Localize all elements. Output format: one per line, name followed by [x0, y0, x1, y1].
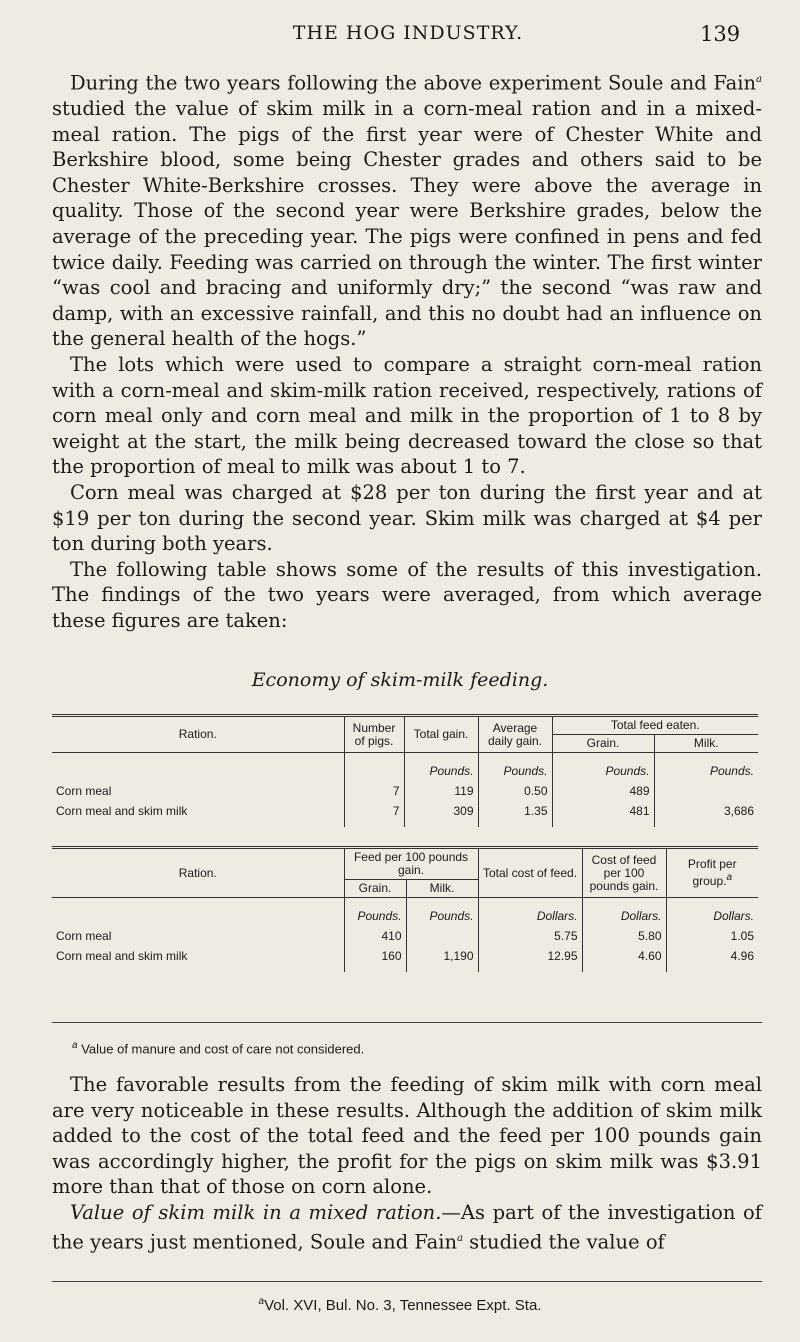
table-bottom-rule	[52, 1022, 762, 1023]
col-header-ration: Ration.	[52, 848, 344, 898]
col-header-pigs: Number of pigs.	[344, 716, 404, 753]
table-row: Corn meal 7 119 0.50 489	[52, 781, 758, 801]
col-header-milk: Milk.	[406, 880, 478, 898]
col-header-feed-per-100: Feed per 100 pounds gain.	[344, 848, 478, 880]
col-header-grain: Grain.	[344, 880, 406, 898]
col-header-milk: Milk.	[654, 735, 758, 753]
paragraph-4: The following table shows some of the results of this investigation. The findings of the two years were averaged, from which average these figures are taken:	[52, 557, 762, 632]
footnote-rule	[52, 1281, 762, 1282]
col-header-total-feed: Total feed eaten.	[552, 716, 758, 735]
table-feed-gain	[52, 714, 758, 827]
running-head: THE HOG INDUSTRY.	[292, 22, 524, 44]
page-footnote: $^a$Vol. XVI, Bul. No. 3, Tennessee Expt. Sta.	[258, 1296, 542, 1314]
units-row: Pounds. Pounds. Dollars. Dollars. Dollars.	[52, 898, 758, 927]
units-row: Pounds. Pounds. Pounds. Pounds.	[52, 753, 758, 782]
table-cost-profit	[52, 846, 758, 972]
col-header-profit: Profit per group.$^a$	[666, 848, 758, 898]
col-header-total-cost: Total cost of feed.	[478, 848, 582, 898]
table-row: Corn meal and skim milk 160 1,190 12.95 4.60 4.96	[52, 946, 758, 972]
col-header-daily-gain: Average daily gain.	[478, 716, 552, 753]
table-row: Corn meal and skim milk 7 309 1.35 481 3,686	[52, 801, 758, 827]
page-number: 139	[700, 22, 741, 46]
col-header-grain: Grain.	[552, 735, 654, 753]
table-caption: Economy of skim-milk feeding.	[251, 669, 549, 691]
col-header-total-gain: Total gain.	[404, 716, 478, 753]
paragraph-2: The lots which were used to compare a straight corn-meal ration with a corn-meal and skim-milk ration received, respectively, rations of corn meal only and corn meal and milk in the proportion of 1 to 8 by weight at the start, the milk being decreased toward the close so that the proportion of meal to milk was about 1 to 7.	[52, 353, 762, 479]
page-header	[0, 22, 800, 50]
paragraph-6: Value of skim milk in a mixed ration.—As part of the investigation of the years just mentioned, Soule and Fain$^a$ studied the value of	[52, 1200, 763, 1254]
paragraph-5: The favorable results from the feeding of skim milk with corn meal are very noticeable in these results. Although the addition of skim milk added to the cost of the total feed and the feed per 100 pounds gain was accordingly higher, the profit for the pigs on skim milk was $3.91 more than that of those on corn alone.	[52, 1073, 762, 1199]
paragraph-3: Corn meal was charged at $28 per ton during the first year and at $19 per ton during the second year. Skim milk was charged at $4 per ton during both years.	[52, 481, 762, 556]
table-row: Corn meal 410 5.75 5.80 1.05	[52, 926, 758, 946]
paragraph-1: During the two years following the above experiment Soule and Fain$^a$ studied the value of skim milk in a corn-meal ration and in a mixed-meal ration. The pigs of the first year were of Chester White and Berkshire blood, some being Chester grades and others said to be Chester White-Berkshire crosses. They were above the average in quality. Those of the second year were Berkshire grades, below the average of the preceding year. The pigs were confined in pens and fed twice daily. Feeding was carried on through the winter. The first winter “was cool and bracing and uniformly dry;” the second “was raw and damp, with an excessive rainfall, and this no doubt had an influence on the general health of the hogs.”	[52, 71, 762, 351]
col-header-cost-per-100: Cost of feed per 100 pounds gain.	[582, 848, 666, 898]
body-text-top	[52, 67, 762, 634]
col-header-ration: Ration.	[52, 716, 344, 753]
table-footnote: $^a$ Value of manure and cost of care not considered.	[72, 1040, 365, 1057]
body-text-bottom	[52, 1072, 762, 1255]
